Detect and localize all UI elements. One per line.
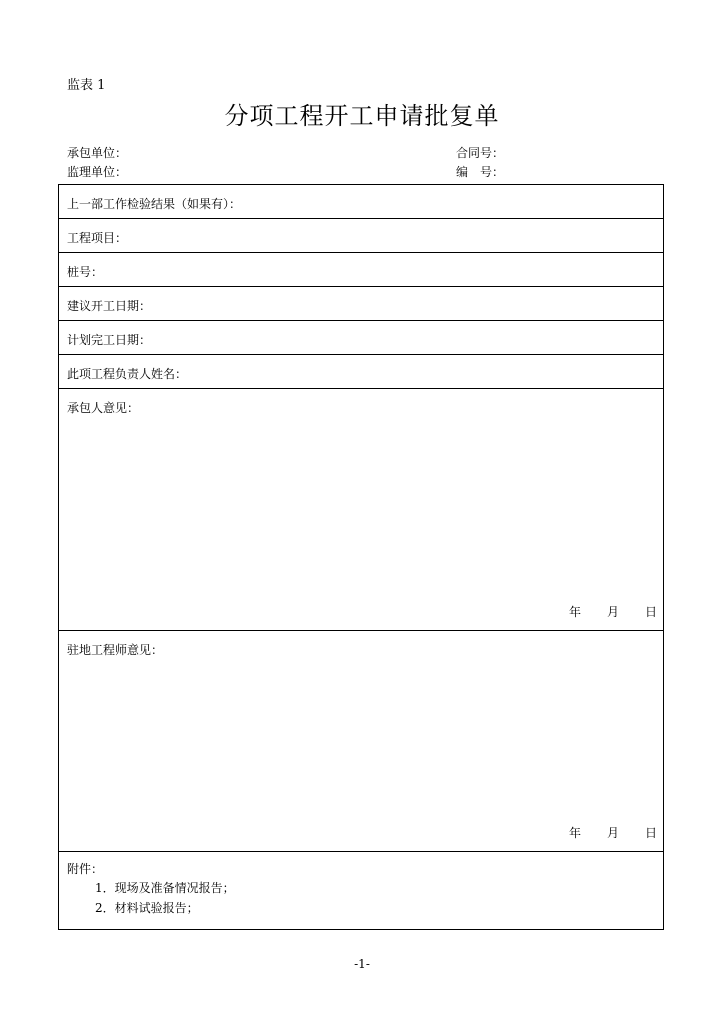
previous-result-label: 上一部工作检验结果（如果有）： [67,197,242,211]
approval-form-table [58,184,664,930]
day-label: 日 [644,605,657,619]
proposed-start-label: 建议开工日期： [67,299,152,313]
year-label: 年 [568,605,581,619]
contractor-label: 承包单位： [67,146,128,160]
engineer-opinion-section [59,631,663,852]
row-previous-result [59,185,663,219]
attachments-label: 附件： [67,862,104,876]
stake-no-label: 桩号： [67,265,104,279]
row-stake-no [59,253,663,287]
month-label: 月 [606,605,619,619]
page-title: 分项工程开工申请批复单 [224,102,500,130]
attachment-item: 2．材料试验报告； [95,901,199,915]
engineer-opinion-date [569,824,657,841]
form-code: 监表 1 [67,78,106,93]
attachments-section [59,852,663,931]
planned-finish-label: 计划完工日期： [67,333,152,347]
row-project-item [59,219,663,253]
page-number: -1- [354,957,370,971]
engineer-opinion-label: 驻地工程师意见： [67,643,164,657]
contractor-opinion-date [569,603,657,620]
supervisor-label: 监理单位： [67,165,128,179]
year-label: 年 [568,826,581,840]
row-proposed-start [59,287,663,321]
row-planned-finish [59,321,663,355]
contractor-opinion-label: 承包人意见： [67,401,140,415]
contract-no-label: 合同号： [456,146,505,160]
contractor-opinion-section [59,389,663,631]
month-label: 月 [606,826,619,840]
project-item-label: 工程项目： [67,231,128,245]
day-label: 日 [644,826,657,840]
serial-no-label: 编 号： [456,165,505,179]
attachment-item: 1．现场及准备情况报告； [95,881,235,895]
row-person-in-charge [59,355,663,389]
person-in-charge-label: 此项工程负责人姓名： [67,367,188,381]
